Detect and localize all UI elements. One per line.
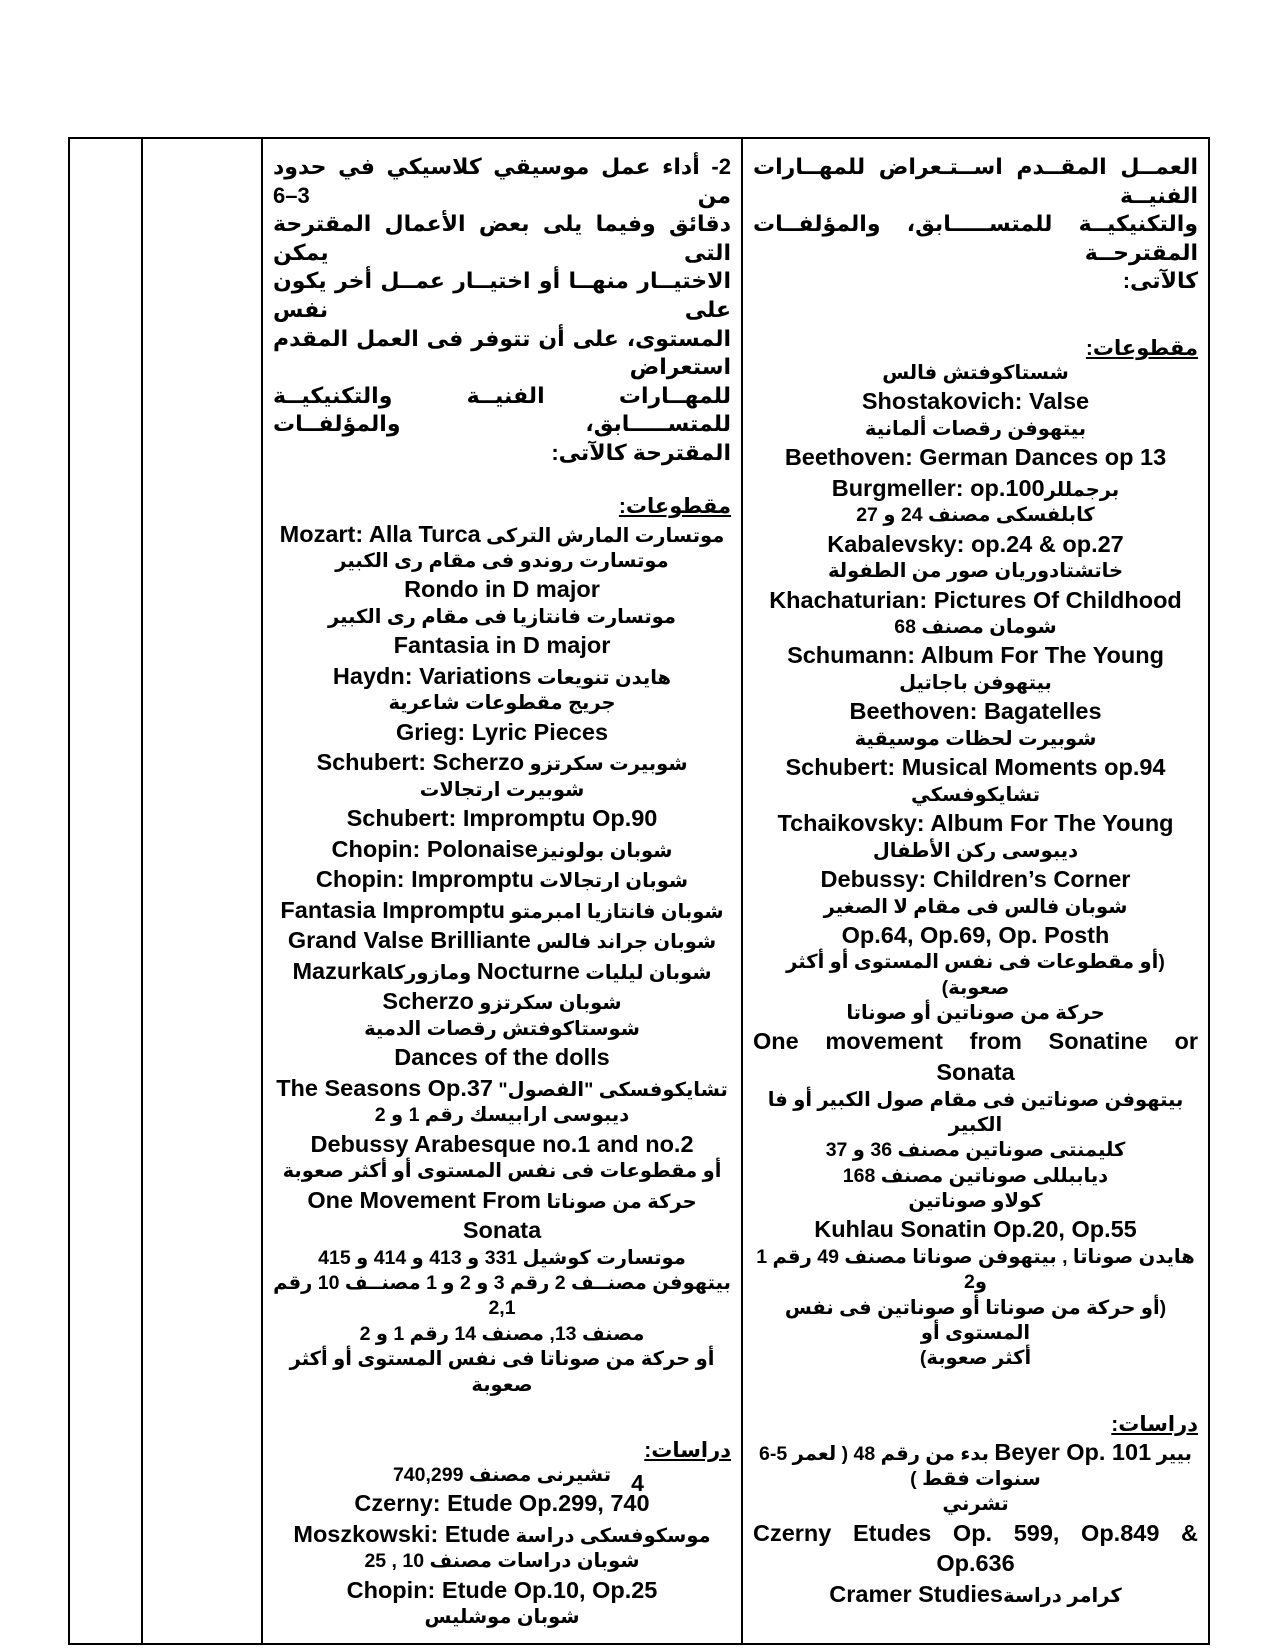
sonata-label	[273, 1185, 731, 1246]
table-cell-blank-a	[142, 138, 262, 1644]
spacer	[753, 296, 1198, 336]
list-item: كليمنتى صوناتين مصنف 36 و 37	[825, 1139, 1126, 1162]
spacer	[753, 1372, 1198, 1412]
blank-cell-b-content	[70, 139, 141, 1409]
sonatina-label-en-line2: Sonata	[936, 1059, 1015, 1085]
list-item	[753, 473, 1198, 504]
piece-label-en-2: Mazurka	[292, 957, 387, 984]
piece-label-ar: برجمللر	[1044, 478, 1120, 501]
piece-label-en: Chopin: Polonaise	[331, 835, 538, 862]
list-item: شوبيرت ارتجالات	[419, 778, 585, 801]
left-pieces-list	[273, 519, 731, 1398]
syllabus-table	[68, 137, 1210, 1645]
kuhlau-sonatin-en: Kuhlau Sonatin Op.20, Op.55	[814, 1216, 1137, 1243]
list-item: Beethoven: German Dances op 13	[784, 444, 1167, 471]
list-item: موتسارت كوشيل 331 و 413 و 414 و 415	[318, 1246, 686, 1269]
left-pieces-heading: مقطوعات:	[618, 494, 731, 518]
list-item: بيتهوفن رقصات ألمانية	[864, 417, 1087, 440]
piece-label-ar: شوبيرت سكرتزو	[529, 753, 688, 776]
list-item	[753, 1437, 1198, 1468]
list-item: Fantasia in D major	[393, 632, 611, 659]
study-label-en: Moszkowski: Etude	[293, 1520, 511, 1547]
list-item: أكثر صعوبة)	[919, 1347, 1032, 1370]
table-cell-right-main	[742, 138, 1209, 1644]
table-row	[69, 138, 1209, 1644]
list-item: Schumann: Album For The Young	[787, 642, 1164, 669]
list-item: سنوات فقط )	[910, 1468, 1041, 1491]
list-item: Czerny Etudes Op. 599, Op.849 &	[753, 1519, 1198, 1546]
right-intro-line-2: والتكنيكيــة للمتســـــابق، والمؤلفــات المقترحــة	[753, 211, 1198, 265]
list-item: ديبوسى ارابيسك رقم 1 و 2	[374, 1104, 630, 1127]
list-item	[753, 1579, 1198, 1610]
list-item: شومان مصنف 68	[894, 616, 1057, 639]
list-item: Debussy: Children’s Corner	[820, 865, 1131, 892]
right-pieces-heading: مقطوعات:	[1085, 336, 1198, 360]
list-item: شوبان دراسات مصنف 10 , 25	[364, 1550, 640, 1573]
study-label-ar: كرامر دراسة	[1003, 1584, 1122, 1607]
list-item: دياببللى صوناتين مصنف 168	[842, 1164, 1109, 1187]
list-item: Shostakovich: Valse	[861, 388, 1090, 415]
list-item: شستاكوفتش فالس	[882, 361, 1069, 384]
list-item: بيتهوفن باجاتيل	[899, 671, 1052, 694]
list-item: هايدن صوناتا , بيتهوفن صوناتا مصنف 49 رقم 1 و2	[756, 1245, 1195, 1294]
list-item	[273, 661, 731, 692]
left-intro-line-4: المستوى، على أن تتوفر فى العمل المقدم استعراض	[273, 325, 731, 380]
list-item: Debussy Arabesque no.1 and no.2	[310, 1130, 694, 1157]
blank-cell-a-content	[143, 139, 261, 1409]
piece-label-ar: شوبان ارتجالات	[539, 870, 689, 893]
list-item: Schubert: Musical Moments op.94	[785, 754, 1166, 781]
left-pieces-note: أو مقطوعات فى نفس المستوى أو أكثر صعوبة	[282, 1160, 722, 1183]
sonata-label-en: One Movement From Sonata	[307, 1186, 542, 1244]
list-item: أو حركة من صوناتا فى نفس المستوى أو أكثر صعوبة	[289, 1348, 715, 1396]
list-item: موتسارت روندو فى مقام رى الكبير	[335, 550, 669, 573]
list-item	[273, 864, 731, 895]
list-item: Op.64, Op.69, Op. Posth	[841, 921, 1110, 948]
list-item: كولاو صوناتين	[908, 1189, 1043, 1212]
study-label-ar-pre: بيير	[1156, 1442, 1192, 1465]
piece-label-en: Scherzo	[382, 988, 474, 1015]
piece-label-en: Haydn: Variations	[332, 662, 532, 689]
list-item: (أو حركة من صوناتا أو صوناتين فى نفس المستوى أو	[784, 1296, 1167, 1344]
piece-label-ar: موتسارت المارش التركى	[486, 524, 725, 547]
right-intro-paragraph	[753, 153, 1198, 296]
table-cell-left-main	[262, 138, 742, 1644]
list-item: شوستاكوفتش رقصات الدمية	[364, 1018, 640, 1041]
list-item	[273, 747, 731, 778]
list-item: خاتشتادوريان صور من الطفولة	[827, 560, 1124, 583]
left-intro-paragraph	[273, 153, 731, 468]
list-item: Kabalevsky: op.24 & op.27	[827, 530, 1124, 557]
list-item	[273, 519, 731, 550]
list-item	[273, 986, 731, 1017]
list-item: Rondo in D major	[404, 576, 600, 603]
list-item	[273, 895, 731, 926]
spacer	[273, 1398, 731, 1438]
table-cell-blank-b	[69, 138, 142, 1644]
piece-label-en: Schubert: Scherzo	[316, 749, 525, 776]
right-intro-line-3: كالآتى:	[1122, 268, 1198, 294]
list-item: Chopin: Etude Op.10, Op.25	[346, 1576, 658, 1603]
piece-label-en: Mozart: Alla Turca	[279, 520, 481, 547]
piece-label-en: Chopin: Impromptu	[315, 866, 534, 893]
piece-label-en: Fantasia Impromptu	[280, 896, 505, 923]
list-item: Schubert: Impromptu Op.90	[346, 805, 658, 832]
list-item: Tchaikovsky: Album For The Young	[777, 810, 1174, 837]
piece-label-ar: شوبان بولونيز	[537, 839, 673, 862]
piece-label-ar-2: ومازوركا	[386, 961, 472, 984]
left-studies-heading: دراسات:	[644, 1438, 731, 1462]
list-item: كابلفسكى مصنف 24 و 27	[856, 504, 1095, 527]
list-item: Czerny: Etude Op.299, 740	[354, 1490, 650, 1517]
sonata-label-ar: حركة من صوناتا	[546, 1190, 697, 1213]
piece-label-en: The Seasons Op.37	[276, 1074, 493, 1101]
list-item	[273, 834, 731, 865]
left-column-content	[263, 139, 741, 1643]
list-item: شوبان موشليس	[424, 1606, 580, 1629]
piece-label-ar: تشايكوفسكى "الفصول"	[498, 1078, 728, 1101]
study-label-en: Cramer Studies	[829, 1580, 1003, 1607]
left-intro-line-1: 2- أداء عمل موسيقي كلاسيكي في حدود من 3–6	[273, 154, 731, 208]
left-intro-line-2: دقائق وفيما يلى بعض الأعمال المقترحة التى يمكن	[273, 211, 731, 265]
list-item	[273, 1519, 731, 1550]
piece-label-ar: شوبان ليليات	[585, 961, 712, 984]
list-item: تشيرنى مصنف 740,299	[392, 1463, 612, 1486]
right-column-content	[743, 139, 1208, 1621]
piece-label-en: Burgmeller: op.100	[831, 474, 1045, 501]
study-label-ar: موسكوفسكى دراسة	[515, 1524, 711, 1547]
piece-label-en: Grand Valse Brilliante	[287, 927, 531, 954]
list-item: موتسارت فانتازيا فى مقام رى الكبير	[328, 605, 676, 628]
list-item: تشرني	[942, 1493, 1009, 1516]
right-pieces-note: (أو مقطوعات فى نفس المستوى أو أكثر صعوبة)	[786, 951, 1165, 999]
list-item: شوبان فالس فى مقام لا الصغير	[823, 895, 1128, 918]
sonatina-label-en-line1: One movement from Sonatine or	[753, 1028, 1198, 1055]
list-item: Op.636	[936, 1550, 1015, 1577]
right-intro-line-1: العمــل المقــدم اســتـعراض للمهــارات الفنيــة	[753, 154, 1198, 208]
piece-label-ar: هايدن تنويعات	[536, 666, 672, 689]
list-item: شوبيرت لحظات موسيقية	[854, 727, 1097, 750]
list-item	[273, 1073, 731, 1104]
list-item: تشايكوفسكي	[910, 783, 1041, 806]
list-item: بيتهوفن صوناتين فى مقام صول الكبير أو فا الكبير	[767, 1088, 1184, 1136]
study-label-en: Beyer Op. 101	[994, 1438, 1152, 1465]
list-item: بيتهوفن مصنــف 2 رقم 3 و 2 و 1 مصنــف 10 رقم 2,1	[273, 1272, 731, 1320]
study-label-ar-post: بدء من رقم 48 ( لعمر 5-6	[759, 1442, 989, 1465]
piece-label-ar: شوبان فانتازيا امبرمتو	[510, 900, 724, 923]
piece-label-ar: شوبان جراند فالس	[536, 931, 717, 954]
list-item: ديبوسى ركن الأطفال	[872, 839, 1079, 862]
right-pieces-list	[753, 361, 1198, 1372]
list-item: Beethoven: Bagatelles	[849, 698, 1102, 725]
sonatina-label-ar: حركة من صوناتين أو صوناتا	[846, 1002, 1105, 1025]
piece-label-en: Nocturne	[476, 957, 580, 984]
left-intro-line-6: المقترحة كالآتى:	[551, 439, 731, 465]
list-item: جريج مقطوعات شاعرية	[388, 692, 616, 715]
list-item: مصنف 13, مصنف 14 رقم 1 و 2	[359, 1322, 645, 1345]
list-item: Dances of the dolls	[394, 1044, 610, 1071]
left-intro-line-3: الاختيــار منهــا أو اختيــار عمــل أخر يكون على نفس	[273, 268, 731, 322]
list-item: Khachaturian: Pictures Of Childhood	[769, 586, 1182, 613]
piece-label-ar: شوبان سكرتزو	[479, 992, 622, 1015]
page-number: 4	[631, 1470, 644, 1496]
spacer	[273, 468, 731, 494]
right-studies-list	[753, 1437, 1198, 1610]
left-intro-line-5: للمهــارات الفنيــة والتكنيكيــة للمتســـــابق، والمؤلفــات	[273, 382, 731, 437]
list-item	[273, 925, 731, 956]
right-studies-heading: دراسات:	[1111, 1412, 1198, 1436]
list-item	[273, 956, 731, 987]
list-item: Grieg: Lyric Pieces	[395, 718, 609, 745]
